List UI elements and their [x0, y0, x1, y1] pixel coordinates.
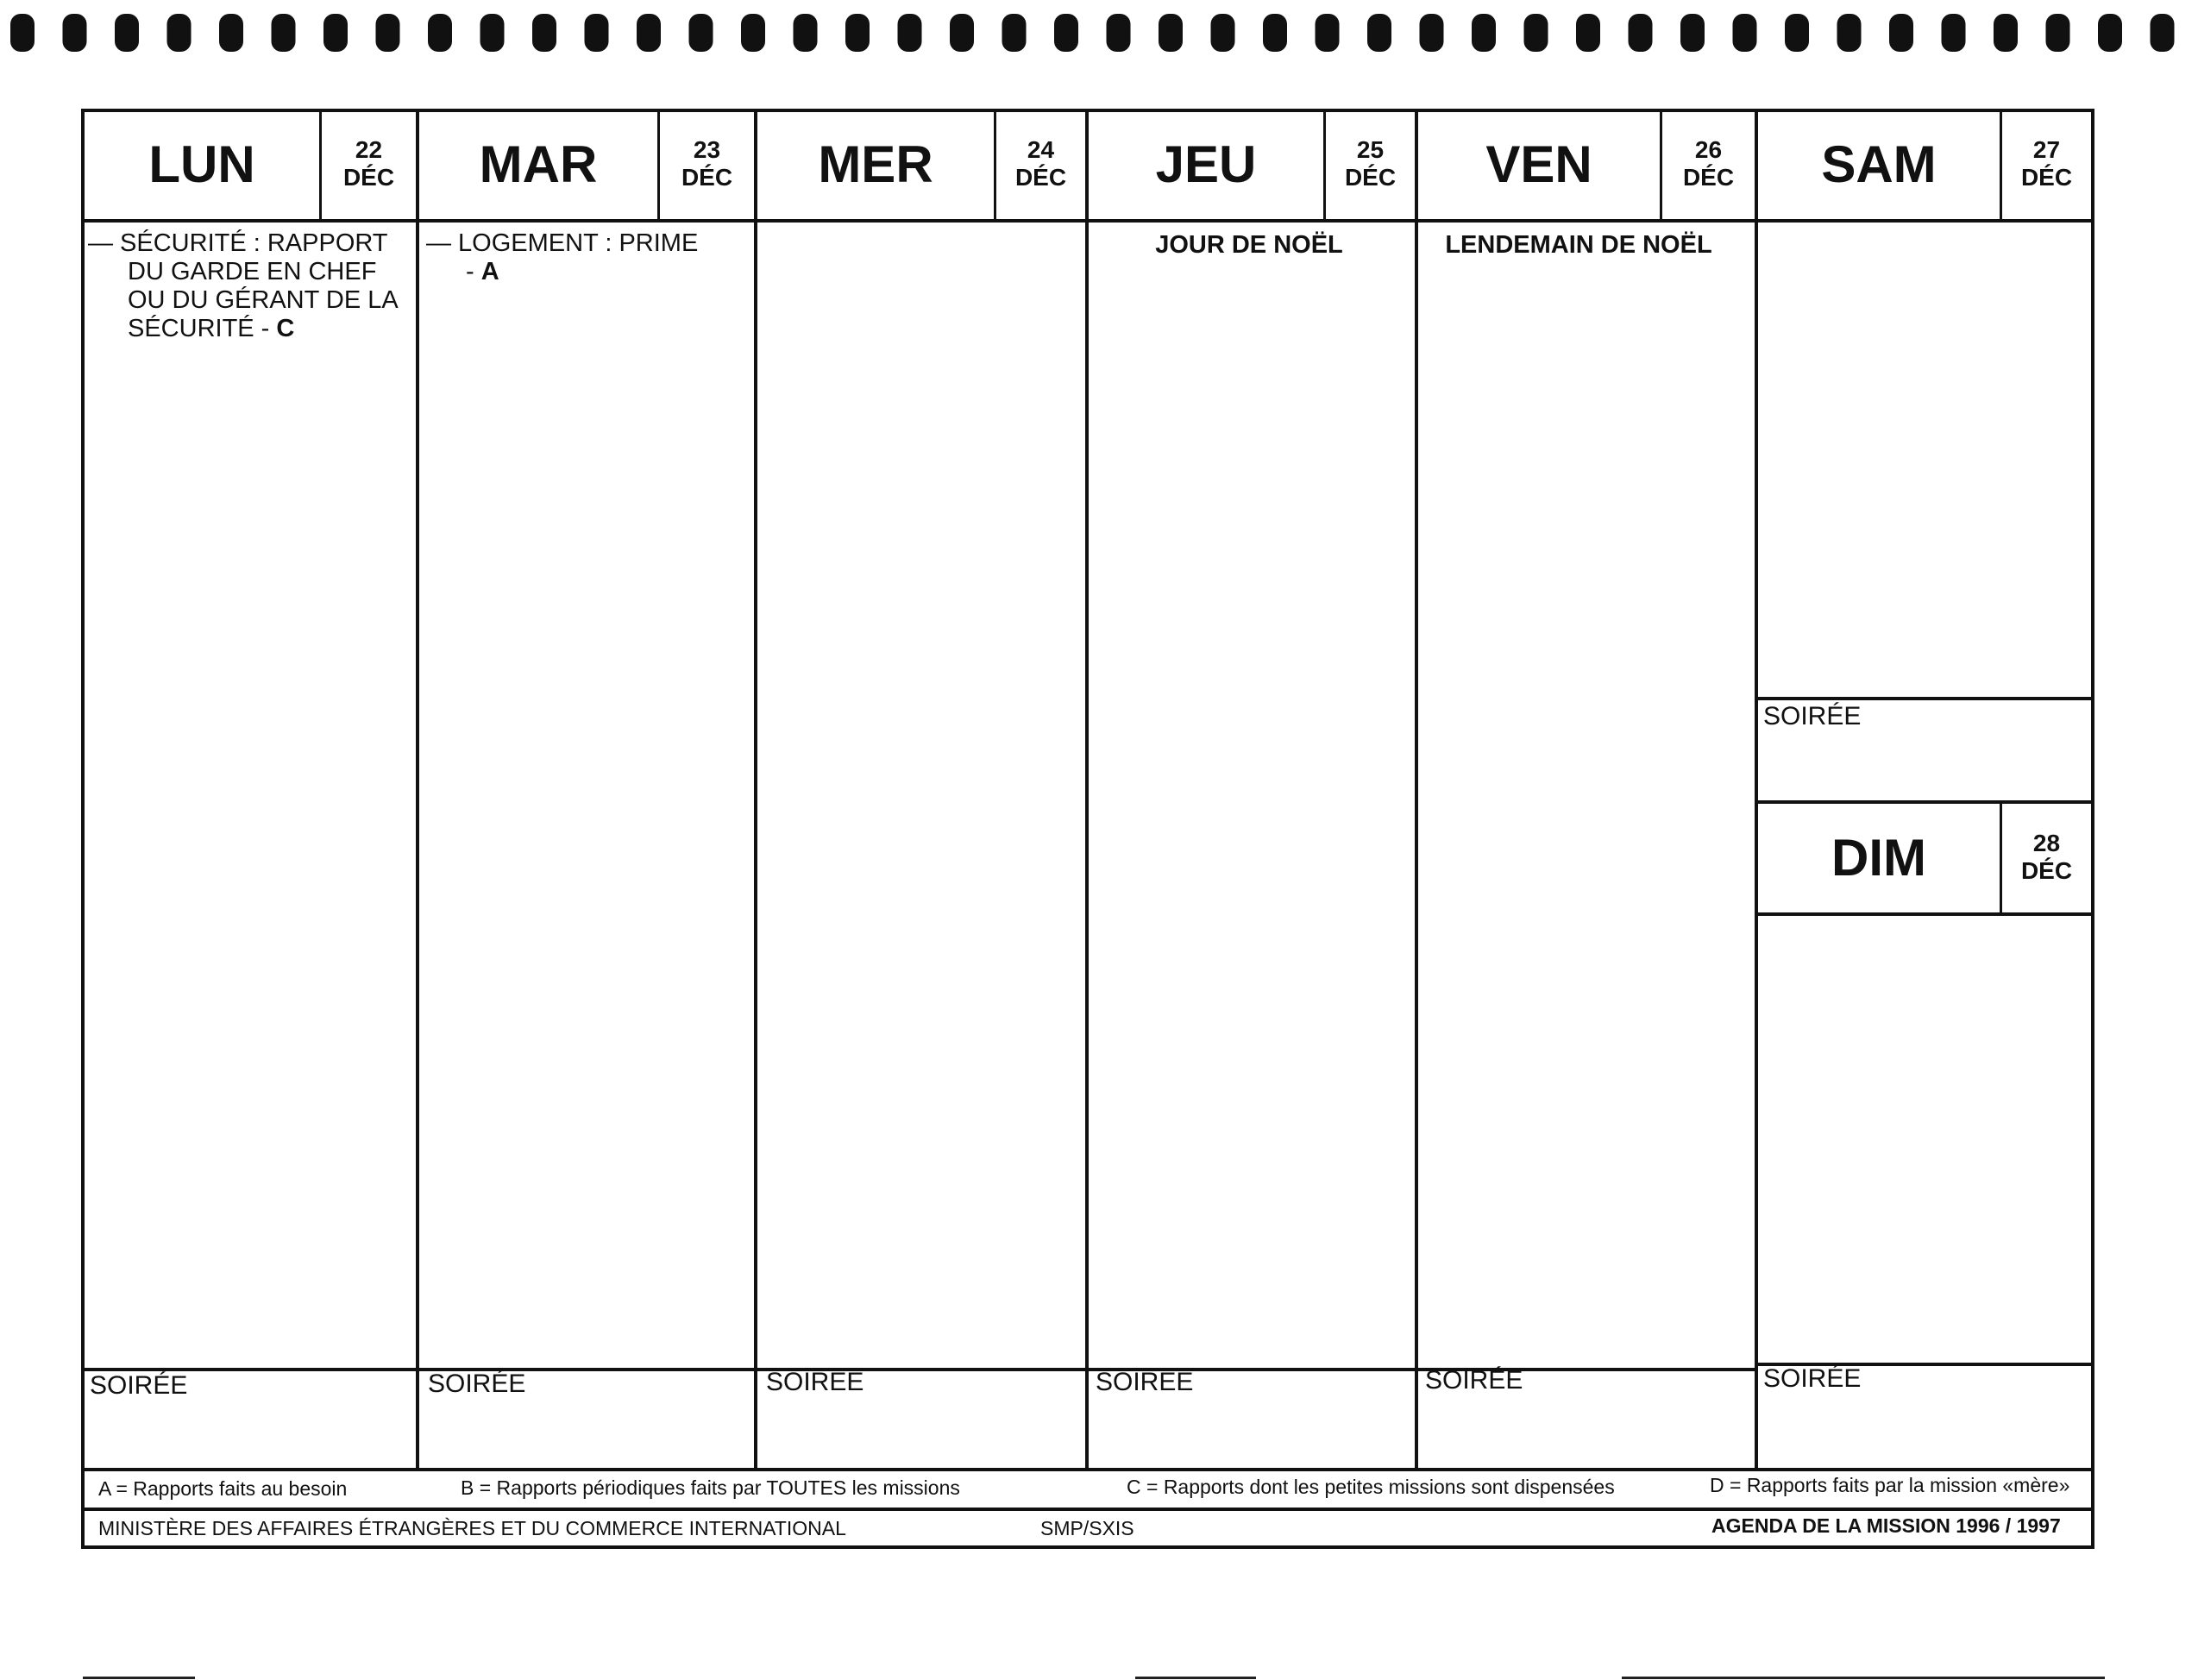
- week-calendar-grid: [81, 109, 2094, 1549]
- binding-hole: [794, 14, 818, 52]
- binding-hole: [10, 14, 35, 52]
- soiree-ven: SOIRÉE: [1425, 1366, 1523, 1395]
- day-date-sam: [2002, 136, 2091, 191]
- soiree-mar: SOIRÉE: [428, 1370, 526, 1398]
- soiree-dim: SOIRÉE: [1763, 1364, 1862, 1393]
- binding-hole: [950, 14, 974, 52]
- date-month: DÉC: [1344, 164, 1397, 191]
- entry-text: -: [466, 258, 481, 285]
- footer-ministry: MINISTÈRE DES AFFAIRES ÉTRANGÈRES ET DU COMMERCE INTERNATIONAL: [98, 1517, 846, 1539]
- entry-line: DU GARDE EN CHEF: [128, 258, 377, 285]
- legend-c: C = Rapports dont les petites missions sont dispensées: [1127, 1476, 1615, 1498]
- day-name-sam: SAM: [1821, 135, 1937, 193]
- day-date-jeu: [1326, 136, 1415, 191]
- binding-hole: [898, 14, 922, 52]
- date-month: DÉC: [1682, 164, 1735, 191]
- binding-hole: [1629, 14, 1653, 52]
- date-number: 26: [1694, 136, 1723, 163]
- day-date-ven: [1662, 136, 1755, 191]
- date-month: DÉC: [681, 164, 733, 191]
- binding-hole: [1524, 14, 1548, 52]
- date-number: 22: [355, 136, 383, 163]
- date-number: 27: [2032, 136, 2061, 163]
- entry-text: SÉCURITÉ -: [128, 315, 277, 342]
- day-date-mar: [660, 136, 754, 191]
- date-month: DÉC: [2020, 164, 2073, 191]
- date-month: DÉC: [2020, 857, 2073, 884]
- binding-hole: [2098, 14, 2122, 52]
- binding-hole: [637, 14, 661, 52]
- binding-hole: [219, 14, 243, 52]
- date-month: DÉC: [1014, 164, 1067, 191]
- binding-hole: [1785, 14, 1809, 52]
- day-name-jeu: JEU: [1155, 135, 1257, 193]
- binding-hole: [1733, 14, 1757, 52]
- soiree-lun: SOIRÉE: [90, 1371, 188, 1400]
- binding-hole: [1211, 14, 1235, 52]
- binding-hole: [1107, 14, 1131, 52]
- day-name-lun: LUN: [148, 135, 255, 193]
- date-number: 25: [1356, 136, 1385, 163]
- binding-hole: [585, 14, 609, 52]
- binding-hole: [1420, 14, 1444, 52]
- day-date-lun: [322, 136, 416, 191]
- binding-hole: [115, 14, 139, 52]
- binding-hole: [1680, 14, 1705, 52]
- date-number: 24: [1027, 136, 1055, 163]
- entry-line: OU DU GÉRANT DE LA: [128, 286, 399, 314]
- binding-hole: [1263, 14, 1287, 52]
- soiree-sam: SOIRÉE: [1763, 702, 1862, 730]
- legend-a: A = Rapports faits au besoin: [98, 1477, 348, 1500]
- date-number: 28: [2032, 830, 2061, 856]
- day-name-mer: MER: [818, 135, 933, 193]
- binding-hole: [1889, 14, 1913, 52]
- page-edge-mark: [1135, 1677, 1256, 1679]
- spiral-binding: [0, 0, 2198, 69]
- entry-line: [426, 258, 754, 286]
- legend-b: B = Rapports périodiques faits par TOUTES les missions: [461, 1476, 960, 1499]
- binding-hole: [1994, 14, 2018, 52]
- footer-agenda: AGENDA DE LA MISSION 1996 / 1997: [1711, 1514, 2061, 1537]
- binding-hole: [689, 14, 713, 52]
- day-date-mer: [996, 136, 1085, 191]
- binding-hole: [1002, 14, 1027, 52]
- binding-hole: [1159, 14, 1183, 52]
- binding-hole: [1837, 14, 1862, 52]
- soiree-mer: SOIRÉE: [766, 1368, 864, 1396]
- binding-hole: [480, 14, 505, 52]
- binding-hole: [428, 14, 452, 52]
- entry-line: [88, 315, 416, 343]
- report-code: A: [480, 258, 499, 285]
- holiday-ven: LENDEMAIN DE NOËL: [1445, 231, 1712, 259]
- binding-hole: [1316, 14, 1340, 52]
- binding-hole: [2151, 14, 2175, 52]
- day-name-dim: DIM: [1831, 829, 1926, 887]
- page-edge-mark: [83, 1677, 195, 1679]
- binding-hole: [1942, 14, 1966, 52]
- binding-hole: [1576, 14, 1600, 52]
- binding-hole: [2046, 14, 2070, 52]
- binding-hole: [741, 14, 765, 52]
- date-month: DÉC: [342, 164, 395, 191]
- footer-code: SMP/SXIS: [1040, 1517, 1134, 1539]
- report-code: C: [276, 315, 295, 342]
- binding-hole: [1472, 14, 1496, 52]
- binding-hole: [532, 14, 556, 52]
- page-edge-mark: [1622, 1677, 2105, 1679]
- binding-hole: [1367, 14, 1391, 52]
- binding-hole: [167, 14, 192, 52]
- date-number: 23: [693, 136, 721, 163]
- day-name-mar: MAR: [479, 135, 598, 193]
- binding-hole: [845, 14, 870, 52]
- binding-hole: [272, 14, 296, 52]
- day-name-ven: VEN: [1485, 135, 1592, 193]
- holiday-jeu: JOUR DE NOËL: [1155, 231, 1343, 259]
- binding-hole: [323, 14, 348, 52]
- binding-hole: [63, 14, 87, 52]
- soiree-jeu: SOIRÉE: [1096, 1368, 1194, 1396]
- mar-entry: [426, 229, 754, 286]
- lun-entry: [88, 229, 416, 343]
- entry-line: — SÉCURITÉ : RAPPORT: [88, 229, 388, 257]
- legend-d: D = Rapports faits par la mission «mère»: [1710, 1474, 2070, 1496]
- day-date-dim: [2002, 830, 2091, 885]
- binding-hole: [1054, 14, 1078, 52]
- binding-hole: [376, 14, 400, 52]
- entry-line: — LOGEMENT : PRIME: [426, 229, 699, 257]
